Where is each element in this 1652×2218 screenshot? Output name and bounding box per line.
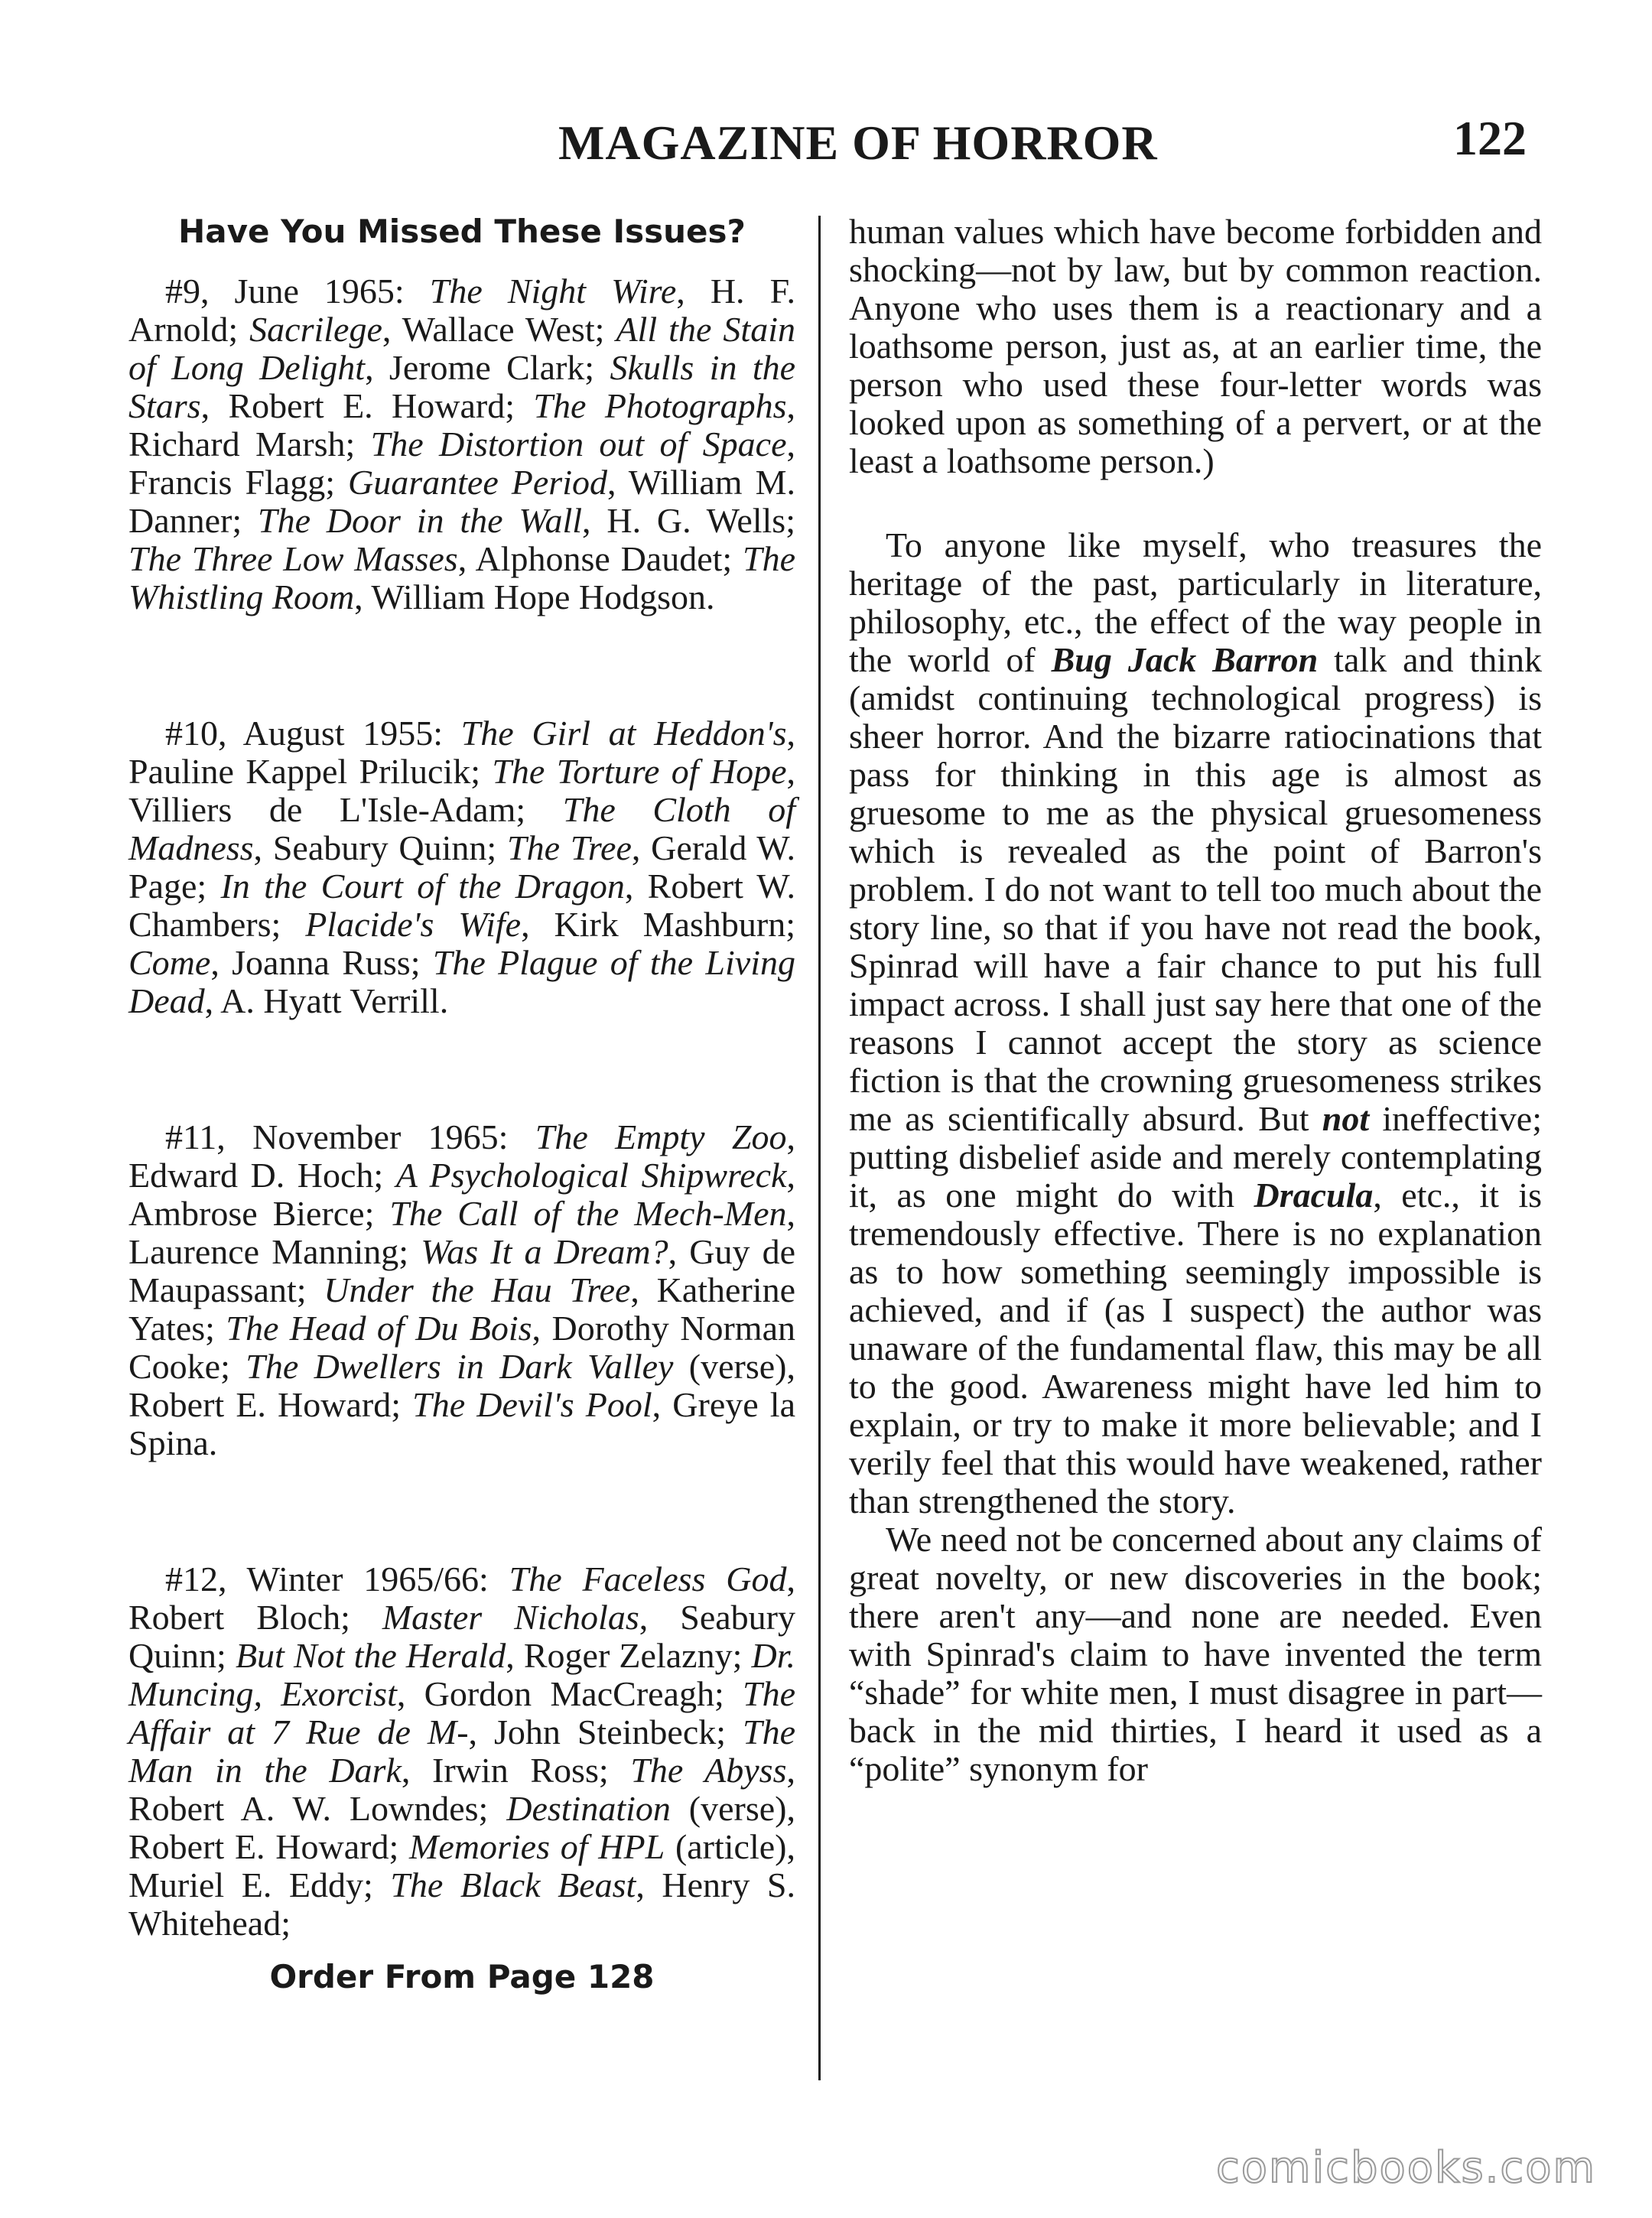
story-title: The Affair at 7 Rue de M- xyxy=(128,1674,795,1751)
story-title: The Call of the Mech-Men xyxy=(389,1194,787,1233)
text-run: We need not be concerned about any claims of great novelty, or new discoveries in the book; there aren't any—and none are needed. Even with Spinrad's claim to have invented the term “shade” for white men, I must disagree in part—back in the mid thirties, I heard it used as a “polite” synonym for xyxy=(849,1520,1542,1788)
text-run: , Dorothy Norman Cooke; xyxy=(128,1309,795,1386)
text-run: , Seabury Quinn; xyxy=(128,1598,795,1675)
text-run: ineffective; putting disbelief aside and merely contemplating it, as one might do with xyxy=(849,1099,1542,1215)
story-title: The Black Beast xyxy=(390,1865,636,1904)
text-run: , Ambrose Bierce; xyxy=(128,1156,795,1233)
text-run: , Robert E. Howard; xyxy=(200,386,534,425)
text-run: , Kirk Mashburn; xyxy=(521,905,795,944)
story-title: The Whistling Room xyxy=(128,539,795,616)
story-title: Destination xyxy=(506,1789,671,1828)
text-run: (verse), Robert E. Howard; xyxy=(128,1347,795,1424)
text-run: To anyone like myself, who treasures the heritage of the past, particularly in literature, philosophy, etc., the effect of the way people in the world of xyxy=(849,525,1542,679)
issue-entry-9 xyxy=(128,272,795,616)
text-run: , Richard Marsh; xyxy=(128,386,795,463)
article-paragraph xyxy=(849,213,1542,480)
story-title: The Devil's Pool xyxy=(412,1385,652,1424)
order-footer: Order From Page 128 xyxy=(269,1958,655,1995)
text-run: , Villiers de L'Isle-Adam; xyxy=(128,752,795,829)
text-run: , Guy de Maupassant; xyxy=(128,1232,796,1309)
article-paragraph xyxy=(849,526,1542,1520)
story-title: Under the Hau Tree xyxy=(324,1270,631,1309)
story-title: The Dwellers in Dark Valley xyxy=(246,1347,674,1386)
emphasis-text: Bug Jack Barron xyxy=(1051,640,1319,679)
story-title: The Three Low Masses xyxy=(128,539,458,578)
page-header xyxy=(0,111,1652,184)
story-title: The Empty Zoo xyxy=(535,1117,787,1156)
issue-entry-12 xyxy=(128,1560,795,1943)
text-run: , Francis Flagg; xyxy=(128,424,795,502)
story-title: The Night Wire xyxy=(429,272,677,311)
story-title: The Head of Du Bois xyxy=(226,1309,532,1348)
text-run: , Irwin Ross; xyxy=(401,1751,631,1790)
emphasis-text: Dracula xyxy=(1254,1176,1374,1215)
text-run: , William M. Danner; xyxy=(128,463,796,540)
text-run: , H. F. Arnold; xyxy=(128,272,795,349)
story-title: Placide's Wife xyxy=(305,905,522,944)
text-run: , Jerome Clark; xyxy=(365,348,610,387)
text-run: human values which have become forbidden and shocking—not by law, but by common reaction. Anyone who uses them is a reactionary and a loathsome person, just as, at an earlier time, the person who used these four-letter words was looked upon as something of a pervert, or at the least a loathsome person.) xyxy=(849,212,1542,480)
story-title: In the Court of the Dragon xyxy=(220,867,625,906)
story-title: The Plague of the Living Dead xyxy=(128,943,795,1020)
story-title: The Torture of Hope xyxy=(492,752,787,791)
text-run: , Greye la Spina. xyxy=(128,1385,795,1462)
text-run: , Robert W. Chambers; xyxy=(128,867,795,944)
watermark-logo: comicbooks.com xyxy=(1216,2143,1597,2193)
story-title: Sacrilege xyxy=(249,310,382,349)
text-run: , Wallace West; xyxy=(382,310,616,349)
column-divider xyxy=(818,216,821,2080)
issue-entry-11 xyxy=(128,1118,795,1462)
story-title: A Psychological Shipwreck xyxy=(395,1156,787,1195)
story-title: Memories of HPL xyxy=(409,1827,665,1866)
story-title: The Distortion out of Space xyxy=(370,424,787,463)
issue-entry-10 xyxy=(128,714,795,1020)
story-title: The Cloth of Madness xyxy=(128,790,795,867)
story-title: Was It a Dream? xyxy=(421,1232,668,1271)
story-title: The Abyss xyxy=(630,1751,787,1790)
text-run: #12, Winter 1965/66: xyxy=(165,1559,509,1598)
page-number: 122 xyxy=(1453,111,1527,165)
text-run: , Joanna Russ; xyxy=(210,943,433,982)
story-title: Come xyxy=(128,943,211,982)
emphasis-text: not xyxy=(1322,1099,1370,1138)
article-column xyxy=(849,213,1542,1788)
text-run: #11, November 1965: xyxy=(165,1117,535,1156)
story-title: The Girl at Heddon's xyxy=(460,714,787,753)
article-paragraph xyxy=(849,1520,1542,1788)
story-title: The Faceless God xyxy=(509,1559,787,1598)
sidebar-heading: Have You Missed These Issues? xyxy=(178,213,746,250)
story-title: Skulls in the Stars xyxy=(128,348,796,425)
story-title: Master Nicholas xyxy=(382,1598,639,1637)
story-title: But Not the Herald xyxy=(235,1636,506,1675)
text-run: , Gerald W. Page; xyxy=(128,828,796,906)
text-run: , Alphonse Daudet; xyxy=(457,539,743,578)
story-title: The Tree xyxy=(506,828,632,867)
text-run: , Robert A. W. Lowndes; xyxy=(128,1751,795,1828)
text-run: , H. G. Wells; xyxy=(582,501,795,540)
text-run: , Seabury Quinn; xyxy=(253,828,507,867)
text-run: , John Steinbeck; xyxy=(468,1712,743,1751)
story-title: The Door in the Wall xyxy=(257,501,583,540)
text-run: , Roger Zelazny; xyxy=(506,1636,752,1675)
back-issues-sidebar xyxy=(128,213,795,1996)
text-run: , A. Hyatt Verrill. xyxy=(204,981,449,1020)
story-title: The Man in the Dark xyxy=(128,1712,795,1790)
text-run: , Gordon MacCreagh; xyxy=(396,1674,743,1713)
text-run: , Katherine Yates; xyxy=(128,1270,795,1348)
text-run: , etc., it is tremendously effective. There is no explanation as to how something seemingly impossible is achieved, and if (as I suspect) the author was unaware of the fundamental flaw, this may be all to the good. Awareness might have led him to explain, or try to make it more believable; and I verily feel that this would have weakened, rather than strengthened the story. xyxy=(849,1176,1543,1520)
text-run: , Pauline Kappel Prilucik; xyxy=(128,714,795,791)
text-run: (article), Muriel E. Eddy; xyxy=(128,1827,795,1904)
story-title: Guarantee Period xyxy=(348,463,607,502)
text-run: , Henry S. Whitehead; xyxy=(128,1865,795,1943)
text-run: , Laurence Manning; xyxy=(128,1194,795,1271)
text-run: , Edward D. Hoch; xyxy=(128,1117,795,1195)
story-title: All the Stain of Long Delight xyxy=(128,310,795,387)
story-title: Dr. Muncing, Exorcist xyxy=(128,1636,796,1713)
text-run: #10, August 1955: xyxy=(165,714,461,753)
text-run: , William Hope Hodgson. xyxy=(354,577,715,616)
story-title: The Photographs xyxy=(533,386,787,425)
text-run: #9, June 1965: xyxy=(165,272,430,311)
text-run: , Robert Bloch; xyxy=(128,1559,796,1637)
page-title: MAGAZINE OF HORROR xyxy=(558,115,1158,170)
text-run: talk and think (amidst continuing technological progress) is sheer horror. And the bizarre ratiocinations that pass for thinking in this age is almost as gruesome to me as the physical gruesomeness which is revealed as the point of Barron's problem. I do not want to tell too much about the story line, so that if you have not read the book, Spinrad will have a fair chance to put his full impact across. I shall just say here that one of the reasons I cannot accept the story as science fiction is that the crowning gruesomeness strikes me as scientifically absurd. But xyxy=(849,640,1542,1138)
text-run: (verse), Robert E. Howard; xyxy=(128,1789,795,1866)
